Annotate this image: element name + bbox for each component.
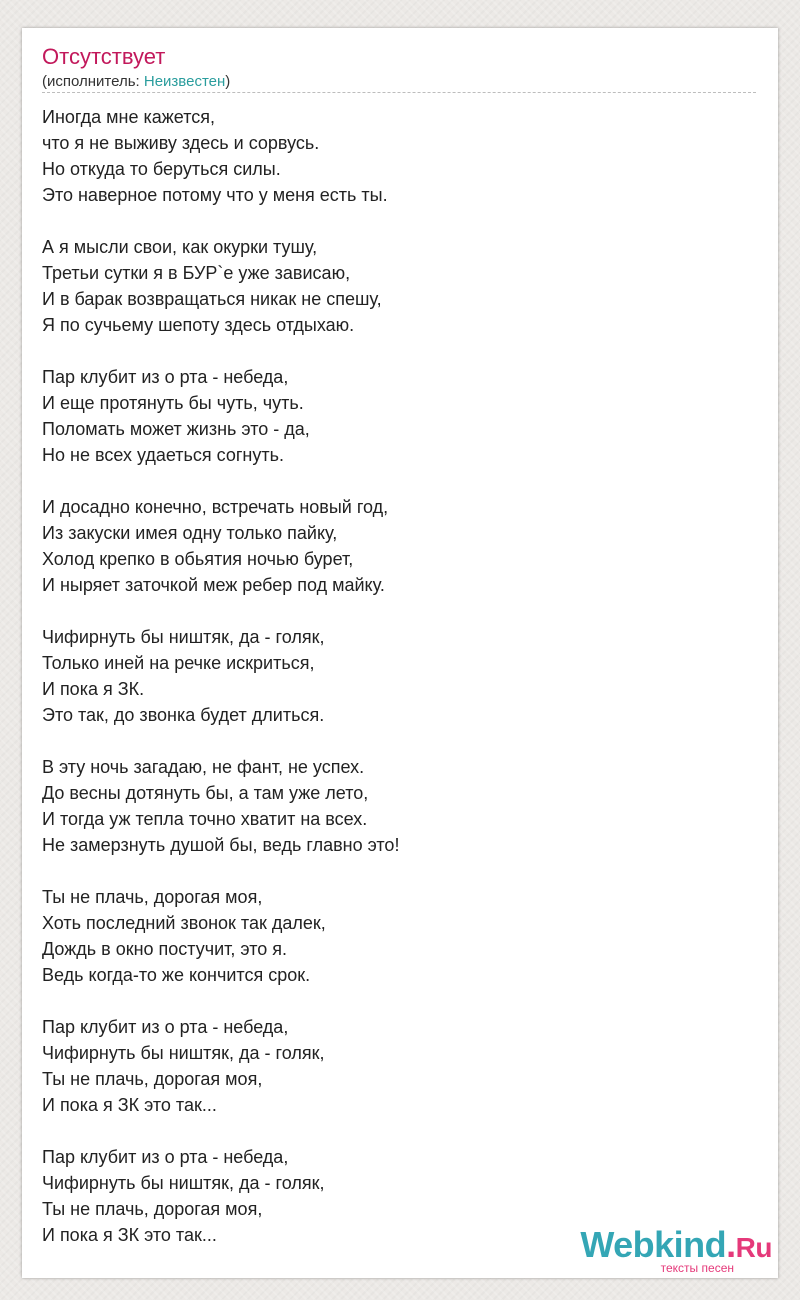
lyric-line: Иногда мне кажется, — [42, 107, 216, 127]
lyric-line: Я по сучьему шепоту здесь отдыхаю. — [42, 315, 355, 335]
stanza — [42, 884, 742, 988]
logo-name: Webkind — [580, 1224, 727, 1265]
lyric-line: Но откуда то беруться силы. — [42, 159, 281, 179]
song-title: Отсутствует — [42, 44, 166, 69]
lyric-line: Ведь когда-то же кончится срок. — [42, 965, 311, 985]
logo-dot: . — [726, 1224, 736, 1265]
lyric-line: А я мысли свои, как окурки тушу, — [42, 237, 318, 257]
lyric-line: Не замерзнуть душой бы, ведь главно это! — [42, 835, 400, 855]
lyric-line: Ты не плачь, дорогая моя, — [42, 887, 263, 907]
stanza — [42, 364, 742, 468]
lyric-line: Пар клубит из о рта - небеда, — [42, 1147, 289, 1167]
lyric-line: И ныряет заточкой меж ребер под майку. — [42, 575, 385, 595]
stanza — [42, 494, 742, 598]
artist-line — [42, 73, 230, 91]
logo-tld: Ru — [735, 1232, 772, 1263]
stanza — [42, 1014, 742, 1118]
lyric-line: И в барак возвращаться никак не спешу, — [42, 289, 382, 309]
lyric-line: что я не выживу здесь и сорвусь. — [42, 133, 320, 153]
lyric-line: Пар клубит из о рта - небеда, — [42, 367, 289, 387]
stanza — [42, 104, 742, 208]
lyric-line: И пока я ЗК это так... — [42, 1095, 217, 1115]
artist-suffix: ) — [225, 73, 231, 90]
lyrics-card — [22, 28, 778, 1278]
lyric-line: Только иней на речке искриться, — [42, 653, 315, 673]
dashed-divider — [42, 92, 756, 93]
lyric-line: Ты не плачь, дорогая моя, — [42, 1199, 263, 1219]
lyrics-text — [42, 104, 742, 1274]
stanza — [42, 234, 742, 338]
lyric-line: И досадно конечно, встречать новый год, — [42, 497, 389, 517]
lyric-line: Из закуски имея одну только пайку, — [42, 523, 338, 543]
lyric-line: Третьи сутки я в БУР`е уже зависаю, — [42, 263, 351, 283]
lyric-line: Хоть последний звонок так далек, — [42, 913, 326, 933]
lyric-line: И еще протянуть бы чуть, чуть. — [42, 393, 304, 413]
lyric-line: Чифирнуть бы ништяк, да - голяк, — [42, 1043, 325, 1063]
logo-tagline: тексты песен — [660, 1261, 734, 1275]
lyric-line: И пока я ЗК. — [42, 679, 145, 699]
site-logo[interactable] — [580, 1224, 772, 1275]
stanza — [42, 754, 742, 858]
lyric-line: Поломать может жизнь это - да, — [42, 419, 310, 439]
artist-link[interactable]: Неизвестен — [143, 73, 226, 90]
lyric-line: Дождь в окно постучит, это я. — [42, 939, 288, 959]
lyric-line: До весны дотянуть бы, а там уже лето, — [42, 783, 369, 803]
lyric-line: Это так, до звонка будет длиться. — [42, 705, 325, 725]
lyric-line: Ты не плачь, дорогая моя, — [42, 1069, 263, 1089]
lyric-line: Это наверное потому что у меня есть ты. — [42, 185, 388, 205]
lyric-line: Чифирнуть бы ништяк, да - голяк, — [42, 1173, 325, 1193]
lyric-line: Но не всех удаеться согнуть. — [42, 445, 284, 465]
lyric-line: И тогда уж тепла точно хватит на всех. — [42, 809, 368, 829]
lyric-line: В эту ночь загадаю, не фант, не успех. — [42, 757, 365, 777]
artist-prefix: (исполнитель: — [42, 73, 144, 90]
lyric-line: И пока я ЗК это так... — [42, 1225, 217, 1245]
lyric-line: Холод крепко в обьятия ночью бурет, — [42, 549, 354, 569]
lyric-line: Пар клубит из о рта - небеда, — [42, 1017, 289, 1037]
lyric-line: Чифирнуть бы ништяк, да - голяк, — [42, 627, 325, 647]
stanza — [42, 624, 742, 728]
